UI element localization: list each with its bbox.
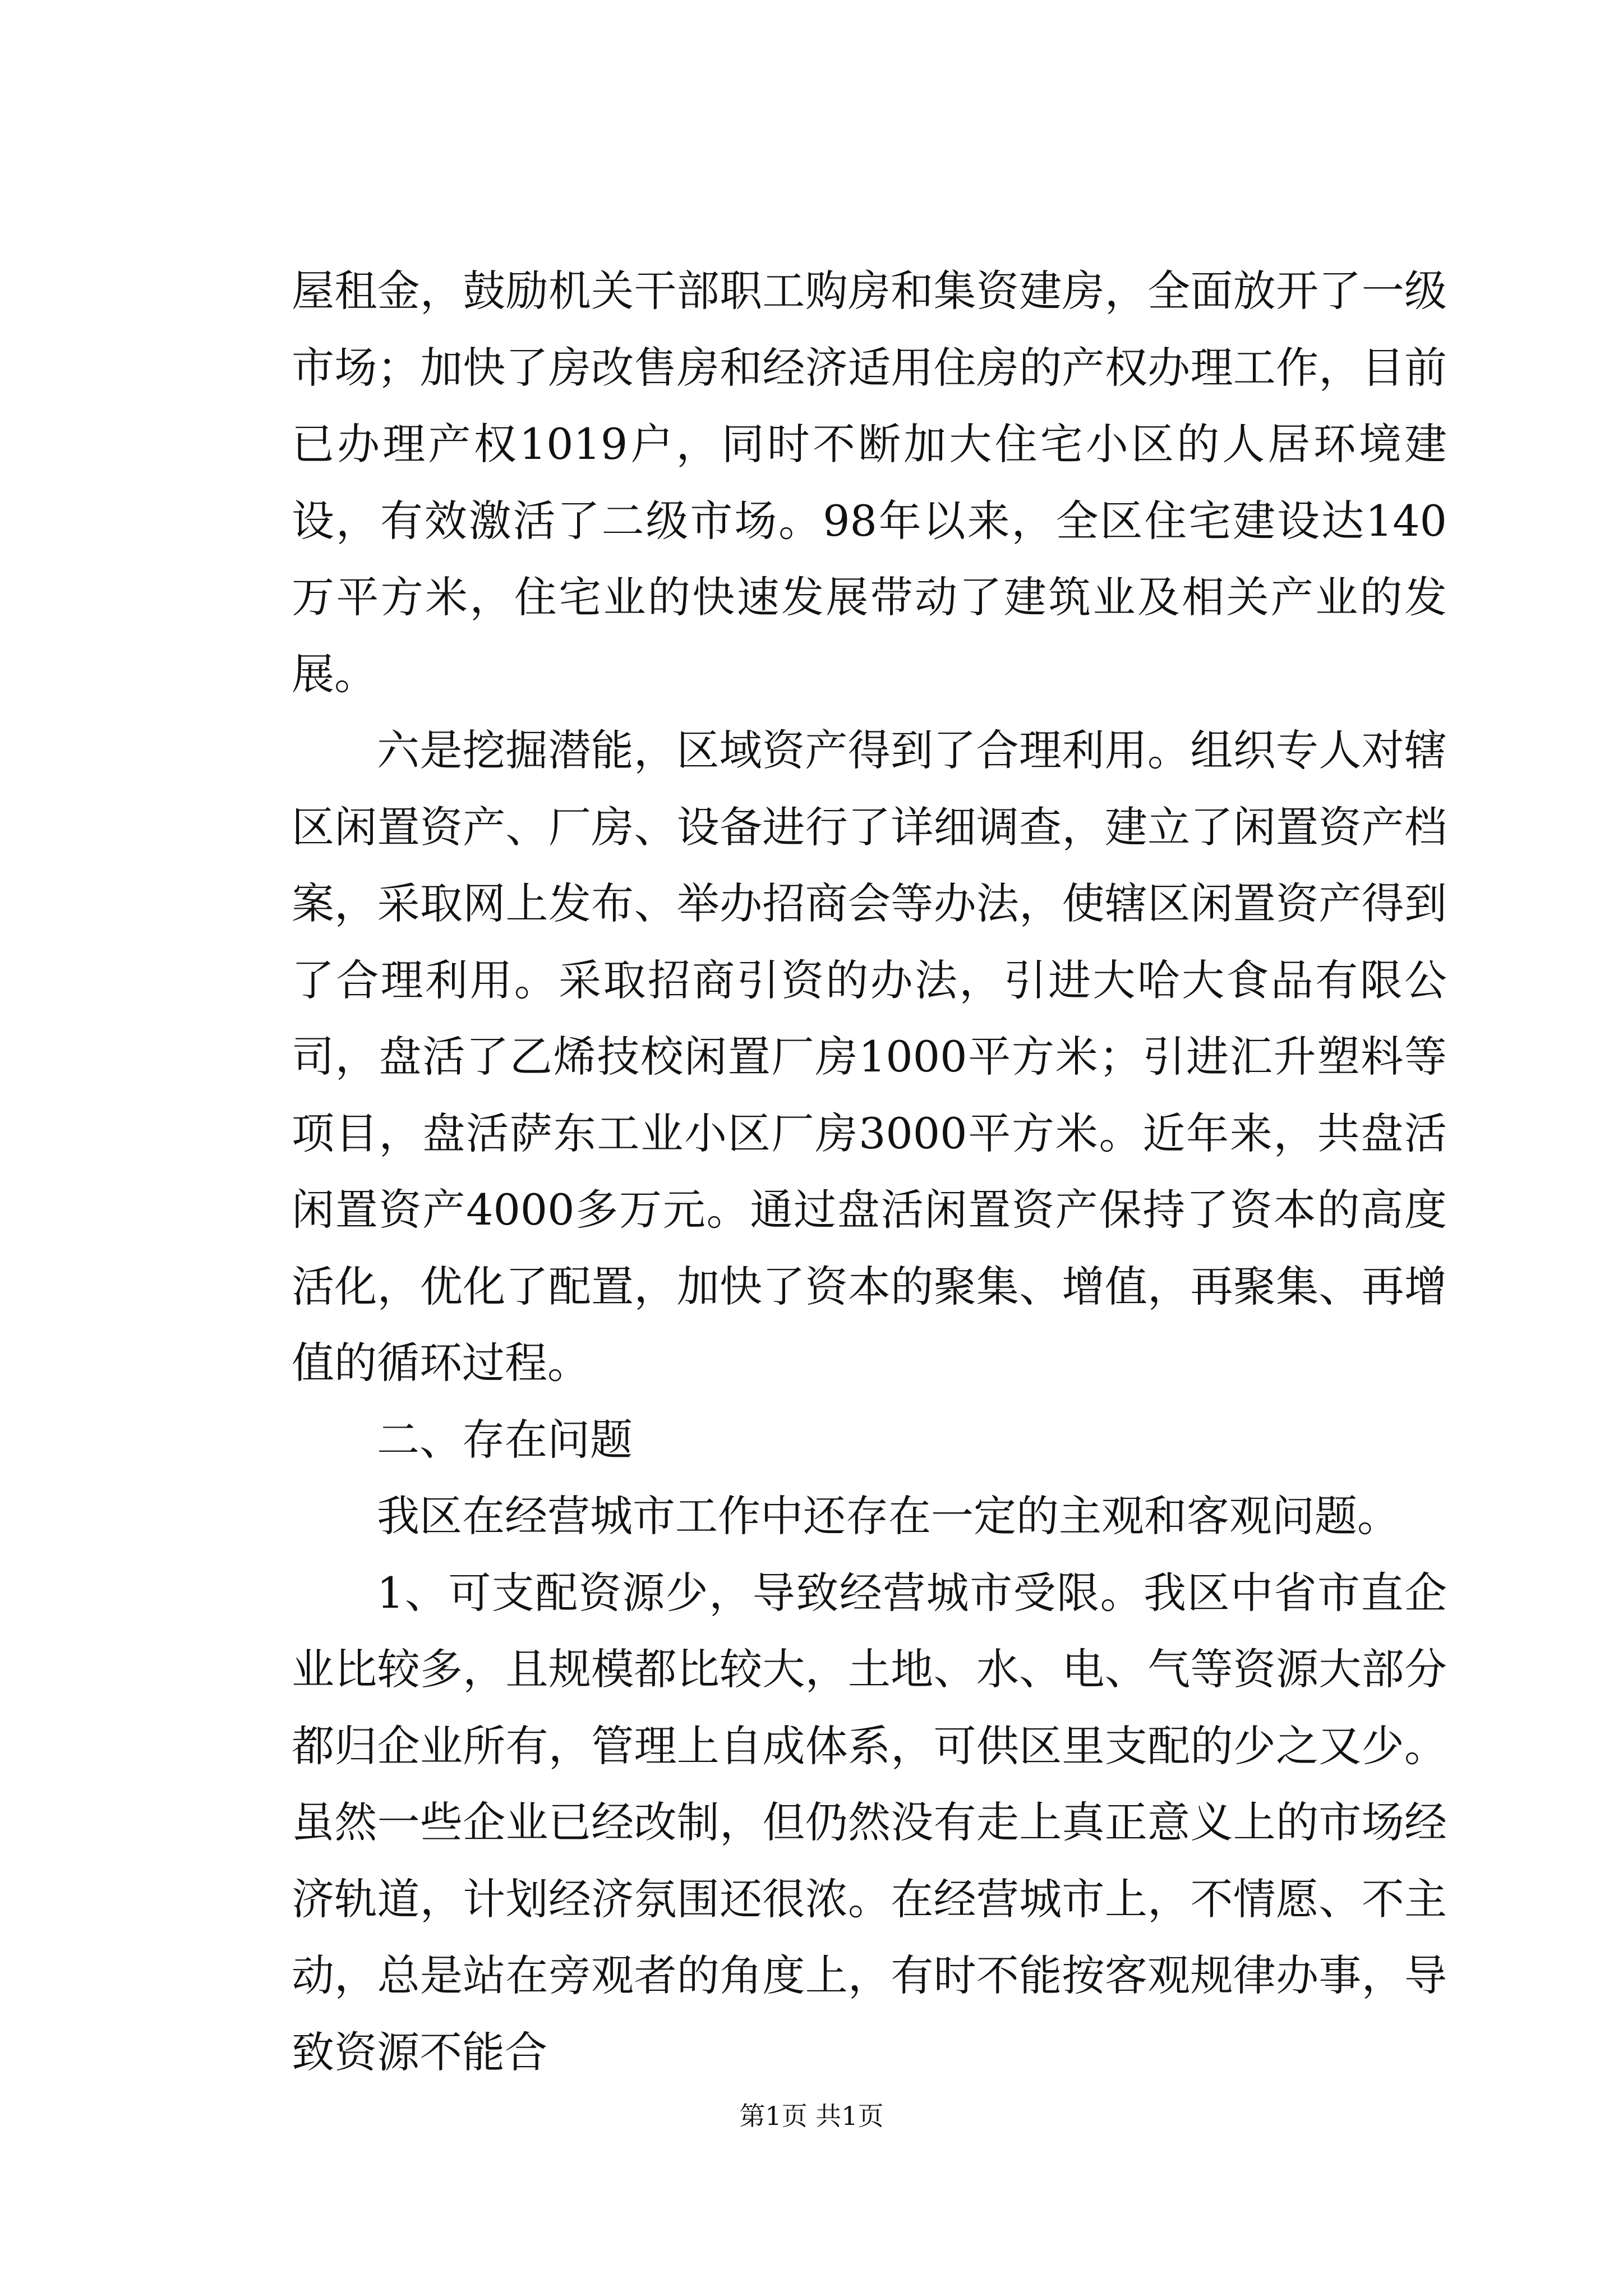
- paragraph-section-six: 六是挖掘潜能，区域资产得到了合理利用。组织专人对辖区闲置资产、厂房、设备进行了详细调查，建立了闲置资产档案，采取网上发布、举办招商会等办法，使辖区闲置资产得到了合理利用。采取招商引资的办法，引进大哈大食品有限公司，盘活了乙烯技校闲置厂房1000平方米；引进汇升塑料等项目，盘活萨东工业小区厂房3000平方米。近年来，共盘活闲置资产4000多万元。通过盘活闲置资产保持了资本的高度活化，优化了配置，加快了资本的聚集、增值，再聚集、再增值的循环过程。: [292, 725, 1447, 1388]
- paragraph-continuation: 屋租金，鼓励机关干部职工购房和集资建房，全面放开了一级市场；加快了房改售房和经济适用住房的产权办理工作，目前已办理产权1019户，同时不断加大住宅小区的人居环境建设，有效激活了二级市场。98年以来，全区住宅建设达140万平方米，住宅业的快速发展带动了建筑业及相关产业的发展。: [292, 266, 1447, 699]
- section-heading-problems: 二、存在问题: [377, 1414, 633, 1465]
- page-footer: 第1页 共1页: [739, 2101, 884, 2131]
- document-body: [292, 253, 1447, 2091]
- paragraph-problems-intro: 我区在经营城市工作中还存在一定的主观和客观问题。: [377, 1491, 1400, 1541]
- paragraph-problem-one: 1、可支配资源少，导致经营城市受限。我区中省市直企业比较多，且规模都比较大，土地、水、电、气等资源大部分都归企业所有，管理上自成体系，可供区里支配的少之又少。虽然一些企业已经改制，但仍然没有走上真正意义上的市场经济轨道，计划经济氛围还很浓。在经营城市上，不情愿、不主动，总是站在旁观者的角度上，有时不能按客观规律办事，导致资源不能合: [292, 1567, 1447, 2077]
